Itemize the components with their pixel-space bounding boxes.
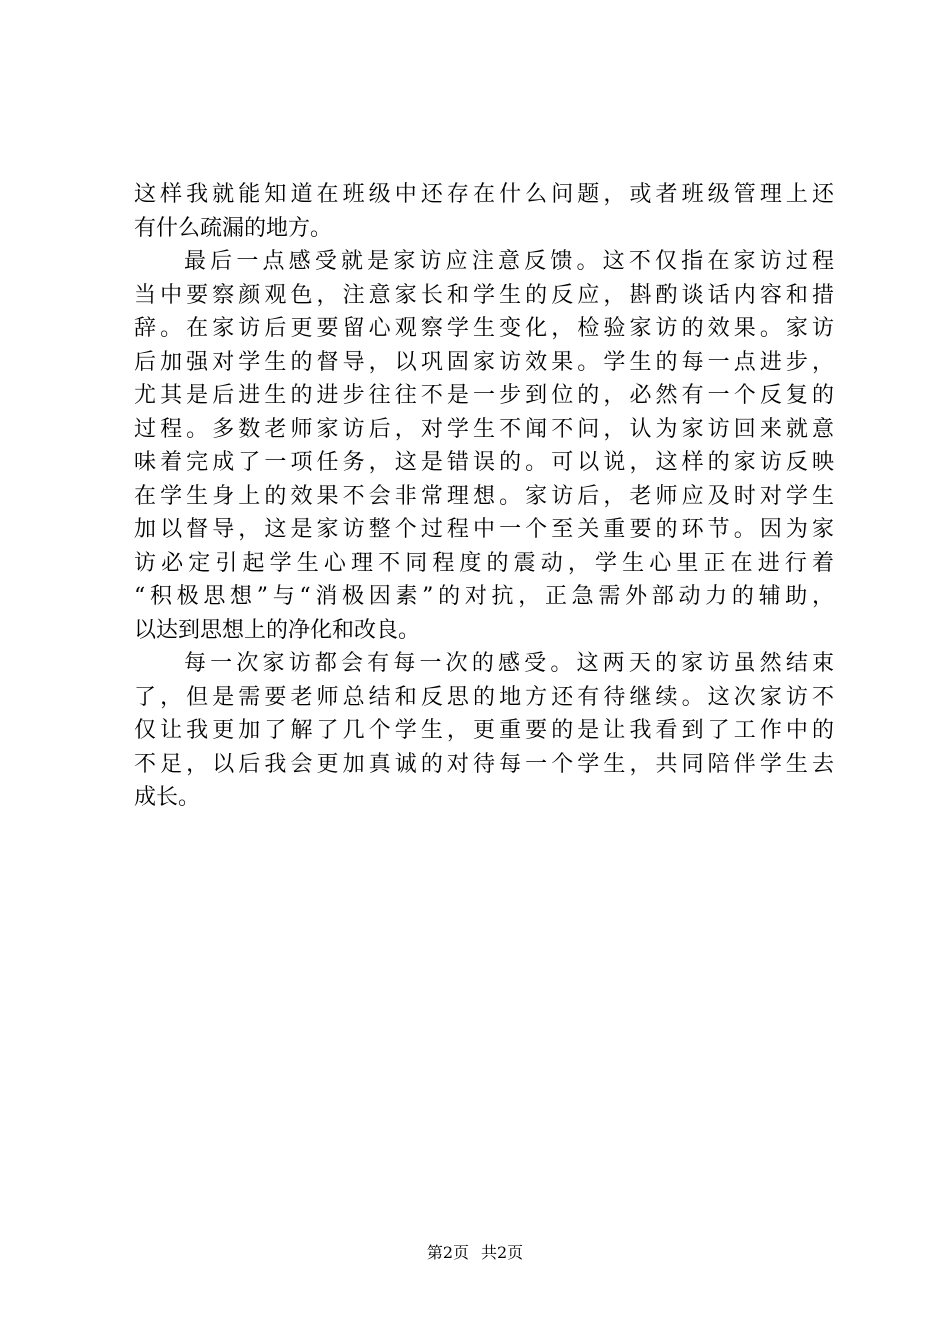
page-number-current: 第2页 [426,1243,469,1262]
text-line: 味着完成了一项任务，这是错误的。可以说，这样的家访反映 [134,450,834,475]
text-line: 仅让我更加了解了几个学生，更重要的是让我看到了工作中的 [134,718,834,743]
text-line: 辞。在家访后更要留心观察学生变化，检验家访的效果。家访 [134,316,834,341]
text-line: 不足，以后我会更加真诚的对待每一个学生，共同陪伴学生去 [134,751,834,777]
text-line: 在学生身上的效果不会非常理想。家访后，老师应及时对学生 [134,483,834,509]
text-line: 加以督导，这是家访整个过程中一个至关重要的环节。因为家 [134,517,834,542]
page-number-total: 共2页 [481,1243,524,1262]
text-line: 当中要察颜观色，注意家长和学生的反应，斟酌谈话内容和措 [134,282,834,308]
text-line: 访必定引起学生心理不同程度的震动，学生心里正在进行着 [134,550,834,576]
text-line: 尤其是后进生的进步往往不是一步到位的，必然有一个反复的 [134,383,834,408]
text-line: 最后一点感受就是家访应注意反馈。这不仅指在家访过程 [184,249,834,274]
text-line: 了，但是需要老师总结和反思的地方还有待继续。这次家访不 [134,684,834,710]
text-line: “积极思想”与“消极因素”的对抗，正急需外部动力的辅助， [134,584,834,609]
document-body [134,178,834,815]
text-line: 有什么疏漏的地方。 [134,215,333,241]
page-footer [0,1242,950,1264]
text-line: 成长。 [134,785,201,810]
text-line: 每一次家访都会有每一次的感受。这两天的家访虽然结束 [184,651,834,676]
text-line: 这样我就能知道在班级中还存在什么问题，或者班级管理上还 [134,182,834,207]
text-line: 以达到思想上的净化和改良。 [134,617,421,643]
text-line: 过程。多数老师家访后，对学生不闻不问，认为家访回来就意 [134,416,834,442]
text-line: 后加强对学生的督导，以巩固家访效果。学生的每一点进步， [134,349,834,375]
